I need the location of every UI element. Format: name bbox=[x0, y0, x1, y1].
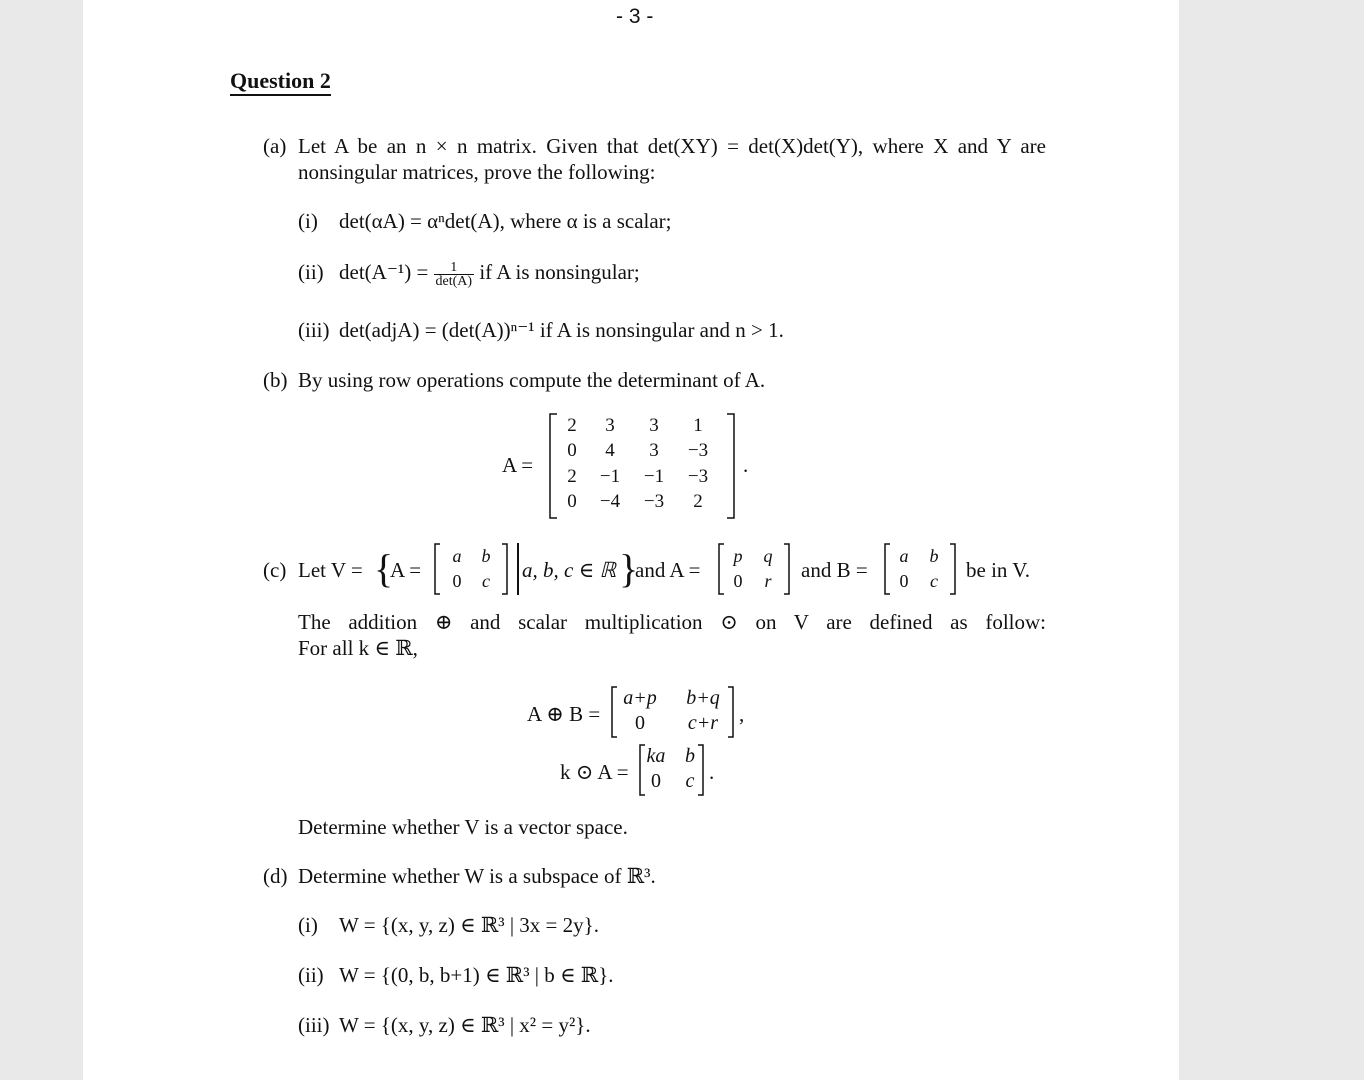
sum-lhs: A ⊕ B = bbox=[527, 702, 601, 726]
matrix-cell: −1 bbox=[599, 466, 621, 487]
part-a-iii-label: (iii) bbox=[298, 318, 330, 342]
part-a-label: (a) bbox=[263, 134, 287, 158]
a-matrix-r: r bbox=[764, 571, 772, 591]
part-c-label: (c) bbox=[263, 558, 287, 582]
a-matrix-p: p bbox=[733, 546, 743, 566]
sum-matrix-c-plus-r: c+r bbox=[687, 712, 719, 734]
set-close-brace: } bbox=[619, 546, 639, 591]
a-matrix-right-bracket bbox=[783, 543, 791, 595]
a-matrix-zero: 0 bbox=[733, 571, 743, 591]
set-matrix-a: a bbox=[452, 546, 462, 566]
sum-matrix-zero: 0 bbox=[635, 712, 645, 734]
part-b-end: . bbox=[743, 453, 749, 477]
set-matrix-b: b bbox=[481, 546, 491, 566]
part-d-i-text: W = {(x, y, z) ∈ ℝ³ | 3x = 2y}. bbox=[339, 913, 599, 937]
matrix-cell: 2 bbox=[693, 491, 703, 512]
matrix-cell: 1 bbox=[693, 415, 703, 436]
b-matrix-a: a bbox=[899, 546, 909, 566]
sum-matrix-b-plus-q: b+q bbox=[686, 687, 720, 709]
part-a-line1: Let A be an n × n matrix. Given that det(XY) = det(X)det(Y), where X and Y are bbox=[298, 134, 1046, 158]
matrix-cell: −3 bbox=[643, 491, 665, 512]
set-matrix-c: c bbox=[482, 571, 490, 591]
part-d-label: (d) bbox=[263, 864, 288, 888]
set-divider bbox=[517, 543, 519, 595]
part-a-line2: nonsingular matrices, prove the following: bbox=[298, 160, 656, 184]
part-d-ii-text: W = {(0, b, b+1) ∈ ℝ³ | b ∈ ℝ}. bbox=[339, 963, 614, 987]
set-a-lhs: A = bbox=[390, 558, 422, 582]
part-d-i-label: (i) bbox=[298, 913, 318, 937]
sum-matrix-a-plus-p: a+p bbox=[623, 687, 657, 709]
part-c-and-a: and A = bbox=[635, 558, 701, 582]
part-a-iii-text: det(adjA) = (det(A))ⁿ⁻¹ if A is nonsingular and n > 1. bbox=[339, 318, 784, 342]
part-a-i-label: (i) bbox=[298, 209, 318, 233]
matrix-cell: −3 bbox=[687, 466, 709, 487]
matrix-cell: 3 bbox=[649, 415, 659, 436]
part-a-ii-label: (ii) bbox=[298, 260, 324, 284]
scalar-mult-lhs: k ⊙ A = bbox=[560, 760, 629, 784]
b-matrix-zero: 0 bbox=[899, 571, 909, 591]
part-a-ii-tail: if A is nonsingular; bbox=[479, 260, 640, 284]
b-matrix-c: c bbox=[930, 571, 938, 591]
part-c-def-line2: For all k ∈ ℝ, bbox=[298, 636, 418, 660]
b-matrix-left-bracket bbox=[883, 543, 891, 595]
part-a-ii-fraction bbox=[434, 261, 475, 288]
smul-matrix-b: b bbox=[685, 745, 695, 767]
b-matrix-b: b bbox=[929, 546, 939, 566]
matrix-cell: 2 bbox=[567, 466, 577, 487]
part-c-be-in: be in V. bbox=[966, 558, 1030, 582]
page-number: - 3 - bbox=[616, 5, 654, 28]
matrix-cell: −1 bbox=[643, 466, 665, 487]
smul-matrix-right-bracket bbox=[697, 744, 705, 796]
part-c-question: Determine whether V is a vector space. bbox=[298, 815, 628, 839]
part-a-ii-expression bbox=[339, 259, 640, 288]
matrix-cell: −3 bbox=[687, 440, 709, 461]
part-b-label: (b) bbox=[263, 368, 288, 392]
question-title: Question 2 bbox=[230, 68, 331, 93]
fraction-denominator: det(A) bbox=[435, 273, 473, 289]
matrix-cell: −4 bbox=[599, 491, 621, 512]
part-d-iii-text: W = {(x, y, z) ∈ ℝ³ | x² = y²}. bbox=[339, 1013, 591, 1037]
smul-matrix-zero: 0 bbox=[651, 770, 661, 792]
part-b-text: By using row operations compute the determinant of A. bbox=[298, 368, 766, 392]
set-matrix-zero: 0 bbox=[452, 571, 462, 591]
part-c-def-line1: The addition ⊕ and scalar multiplication ⊙ on V are defined as follow: bbox=[298, 610, 1046, 634]
matrix-cell: 3 bbox=[649, 440, 659, 461]
sum-end: , bbox=[739, 702, 745, 726]
set-condition: a, b, c ∈ ℝ bbox=[522, 558, 616, 582]
part-b-lhs: A = bbox=[502, 453, 534, 477]
part-d-text: Determine whether W is a subspace of ℝ³. bbox=[298, 864, 656, 888]
scalar-mult-end: . bbox=[709, 760, 715, 784]
set-matrix-right-bracket bbox=[501, 543, 509, 595]
part-a-ii-lhs: det(A⁻¹) = bbox=[339, 260, 429, 284]
part-c-let-v: Let V = bbox=[298, 558, 363, 582]
matrix-cell: 0 bbox=[567, 491, 577, 512]
part-d-ii-label: (ii) bbox=[298, 963, 324, 987]
b-matrix-right-bracket bbox=[949, 543, 957, 595]
matrix-cell: 0 bbox=[567, 440, 577, 461]
sum-matrix-right-bracket bbox=[727, 686, 735, 738]
matrix-right-bracket bbox=[726, 413, 736, 519]
set-matrix-left-bracket bbox=[433, 543, 441, 595]
a-matrix-left-bracket bbox=[717, 543, 725, 595]
matrix-cell: 2 bbox=[567, 415, 577, 436]
exam-page bbox=[83, 0, 1179, 1080]
part-d-iii-label: (iii) bbox=[298, 1013, 330, 1037]
a-matrix-q: q bbox=[763, 546, 773, 566]
fraction-numerator: 1 bbox=[434, 261, 475, 275]
question-title-underline bbox=[230, 94, 331, 96]
part-a-i-text: det(αA) = αⁿdet(A), where α is a scalar; bbox=[339, 209, 672, 233]
part-c-and-b: and B = bbox=[801, 558, 868, 582]
matrix-cell: 4 bbox=[605, 440, 615, 461]
smul-matrix-ka: ka bbox=[646, 745, 666, 767]
matrix-cell: 3 bbox=[605, 415, 615, 436]
smul-matrix-c: c bbox=[685, 770, 695, 792]
set-open-brace: { bbox=[374, 546, 394, 591]
